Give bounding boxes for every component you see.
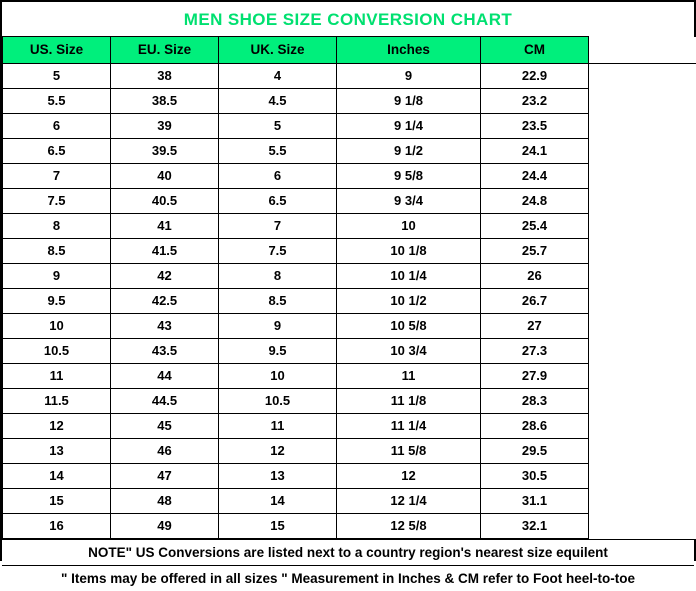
cell-cm: 26 <box>481 264 589 289</box>
column-header-eu-size: EU. Size <box>111 37 219 64</box>
cell-inches: 9 <box>337 64 481 89</box>
cell-eu-size: 38.5 <box>111 89 219 114</box>
cell-cm: 27 <box>481 314 589 339</box>
table-row <box>3 339 696 364</box>
table-row <box>3 114 696 139</box>
cell-uk-size: 10.5 <box>219 389 337 414</box>
cell-inches: 11 1/4 <box>337 414 481 439</box>
cell-uk-size: 5 <box>219 114 337 139</box>
column-header-us-size: US. Size <box>3 37 111 64</box>
cell-eu-size: 43 <box>111 314 219 339</box>
cell-uk-size: 14 <box>219 489 337 514</box>
cell-uk-size: 8 <box>219 264 337 289</box>
cell-spacer <box>589 514 696 539</box>
cell-inches: 12 <box>337 464 481 489</box>
cell-eu-size: 43.5 <box>111 339 219 364</box>
cell-inches: 10 3/4 <box>337 339 481 364</box>
cell-spacer <box>589 339 696 364</box>
cell-spacer <box>589 464 696 489</box>
table-row <box>3 514 696 539</box>
cell-uk-size: 12 <box>219 439 337 464</box>
cell-eu-size: 47 <box>111 464 219 489</box>
cell-spacer <box>589 89 696 114</box>
cell-eu-size: 44.5 <box>111 389 219 414</box>
cell-us-size: 11 <box>3 364 111 389</box>
cell-spacer <box>589 364 696 389</box>
cell-us-size: 10 <box>3 314 111 339</box>
table-row <box>3 364 696 389</box>
table-row <box>3 239 696 264</box>
cell-eu-size: 49 <box>111 514 219 539</box>
cell-cm: 24.1 <box>481 139 589 164</box>
column-header-cm: CM <box>481 37 589 64</box>
cell-inches: 10 5/8 <box>337 314 481 339</box>
cell-spacer <box>589 264 696 289</box>
cell-inches: 11 <box>337 364 481 389</box>
cell-spacer <box>589 164 696 189</box>
cell-cm: 23.5 <box>481 114 589 139</box>
table-row <box>3 189 696 214</box>
cell-us-size: 13 <box>3 439 111 464</box>
cell-spacer <box>589 439 696 464</box>
cell-us-size: 6.5 <box>3 139 111 164</box>
cell-uk-size: 10 <box>219 364 337 389</box>
cell-cm: 32.1 <box>481 514 589 539</box>
cell-spacer <box>589 139 696 164</box>
cell-eu-size: 41 <box>111 214 219 239</box>
cell-inches: 10 1/2 <box>337 289 481 314</box>
cell-us-size: 7.5 <box>3 189 111 214</box>
cell-us-size: 12 <box>3 414 111 439</box>
cell-cm: 24.8 <box>481 189 589 214</box>
cell-cm: 22.9 <box>481 64 589 89</box>
table-row <box>3 164 696 189</box>
cell-uk-size: 11 <box>219 414 337 439</box>
cell-inches: 12 5/8 <box>337 514 481 539</box>
cell-us-size: 5.5 <box>3 89 111 114</box>
cell-inches: 9 1/4 <box>337 114 481 139</box>
cell-uk-size: 4.5 <box>219 89 337 114</box>
cell-uk-size: 15 <box>219 514 337 539</box>
cell-us-size: 8 <box>3 214 111 239</box>
cell-cm: 23.2 <box>481 89 589 114</box>
table-header <box>3 37 696 64</box>
table-row <box>3 214 696 239</box>
table-body <box>3 64 696 539</box>
cell-spacer <box>589 114 696 139</box>
cell-cm: 28.3 <box>481 389 589 414</box>
cell-eu-size: 42.5 <box>111 289 219 314</box>
notes-section <box>2 539 694 591</box>
cell-eu-size: 39 <box>111 114 219 139</box>
cell-cm: 31.1 <box>481 489 589 514</box>
cell-inches: 9 1/2 <box>337 139 481 164</box>
cell-eu-size: 44 <box>111 364 219 389</box>
cell-us-size: 15 <box>3 489 111 514</box>
cell-inches: 11 1/8 <box>337 389 481 414</box>
cell-uk-size: 6.5 <box>219 189 337 214</box>
note-us-conversions: NOTE" US Conversions are listed next to a country region's nearest size equilent <box>2 540 694 566</box>
cell-uk-size: 13 <box>219 464 337 489</box>
cell-eu-size: 39.5 <box>111 139 219 164</box>
cell-us-size: 10.5 <box>3 339 111 364</box>
cell-inches: 10 1/8 <box>337 239 481 264</box>
table-row <box>3 314 696 339</box>
cell-eu-size: 48 <box>111 489 219 514</box>
cell-inches: 11 5/8 <box>337 439 481 464</box>
cell-uk-size: 6 <box>219 164 337 189</box>
cell-cm: 28.6 <box>481 414 589 439</box>
cell-uk-size: 7 <box>219 214 337 239</box>
cell-us-size: 8.5 <box>3 239 111 264</box>
cell-uk-size: 5.5 <box>219 139 337 164</box>
cell-eu-size: 46 <box>111 439 219 464</box>
cell-spacer <box>589 314 696 339</box>
cell-us-size: 9.5 <box>3 289 111 314</box>
cell-uk-size: 9 <box>219 314 337 339</box>
cell-us-size: 6 <box>3 114 111 139</box>
cell-cm: 27.3 <box>481 339 589 364</box>
column-header-uk-size: UK. Size <box>219 37 337 64</box>
cell-cm: 27.9 <box>481 364 589 389</box>
column-header-inches: Inches <box>337 37 481 64</box>
cell-us-size: 7 <box>3 164 111 189</box>
table-row <box>3 414 696 439</box>
cell-uk-size: 4 <box>219 64 337 89</box>
cell-us-size: 9 <box>3 264 111 289</box>
cell-cm: 30.5 <box>481 464 589 489</box>
cell-eu-size: 41.5 <box>111 239 219 264</box>
cell-spacer <box>589 289 696 314</box>
cell-us-size: 5 <box>3 64 111 89</box>
cell-eu-size: 40 <box>111 164 219 189</box>
table-row <box>3 464 696 489</box>
cell-spacer <box>589 64 696 89</box>
cell-eu-size: 40.5 <box>111 189 219 214</box>
cell-eu-size: 45 <box>111 414 219 439</box>
table-header-row <box>3 37 696 64</box>
cell-inches: 10 1/4 <box>337 264 481 289</box>
cell-cm: 25.4 <box>481 214 589 239</box>
cell-us-size: 11.5 <box>3 389 111 414</box>
size-conversion-table <box>2 36 696 539</box>
cell-spacer <box>589 214 696 239</box>
table-row <box>3 439 696 464</box>
cell-inches: 9 5/8 <box>337 164 481 189</box>
cell-inches: 9 3/4 <box>337 189 481 214</box>
cell-us-size: 16 <box>3 514 111 539</box>
cell-uk-size: 7.5 <box>219 239 337 264</box>
table-row <box>3 264 696 289</box>
cell-inches: 9 1/8 <box>337 89 481 114</box>
cell-cm: 24.4 <box>481 164 589 189</box>
cell-uk-size: 8.5 <box>219 289 337 314</box>
cell-spacer <box>589 239 696 264</box>
cell-inches: 12 1/4 <box>337 489 481 514</box>
column-header-spacer <box>589 37 696 64</box>
table-row <box>3 89 696 114</box>
cell-cm: 29.5 <box>481 439 589 464</box>
cell-spacer <box>589 489 696 514</box>
cell-cm: 25.7 <box>481 239 589 264</box>
table-row <box>3 139 696 164</box>
table-row <box>3 289 696 314</box>
cell-uk-size: 9.5 <box>219 339 337 364</box>
page-title: MEN SHOE SIZE CONVERSION CHART <box>2 2 694 36</box>
note-measurement: " Items may be offered in all sizes " Measurement in Inches & CM refer to Foot heel-to-toe <box>2 566 694 591</box>
cell-cm: 26.7 <box>481 289 589 314</box>
cell-inches: 10 <box>337 214 481 239</box>
cell-eu-size: 42 <box>111 264 219 289</box>
table-row <box>3 489 696 514</box>
table-row <box>3 64 696 89</box>
cell-us-size: 14 <box>3 464 111 489</box>
cell-spacer <box>589 389 696 414</box>
table-row <box>3 389 696 414</box>
cell-spacer <box>589 189 696 214</box>
cell-eu-size: 38 <box>111 64 219 89</box>
cell-spacer <box>589 414 696 439</box>
